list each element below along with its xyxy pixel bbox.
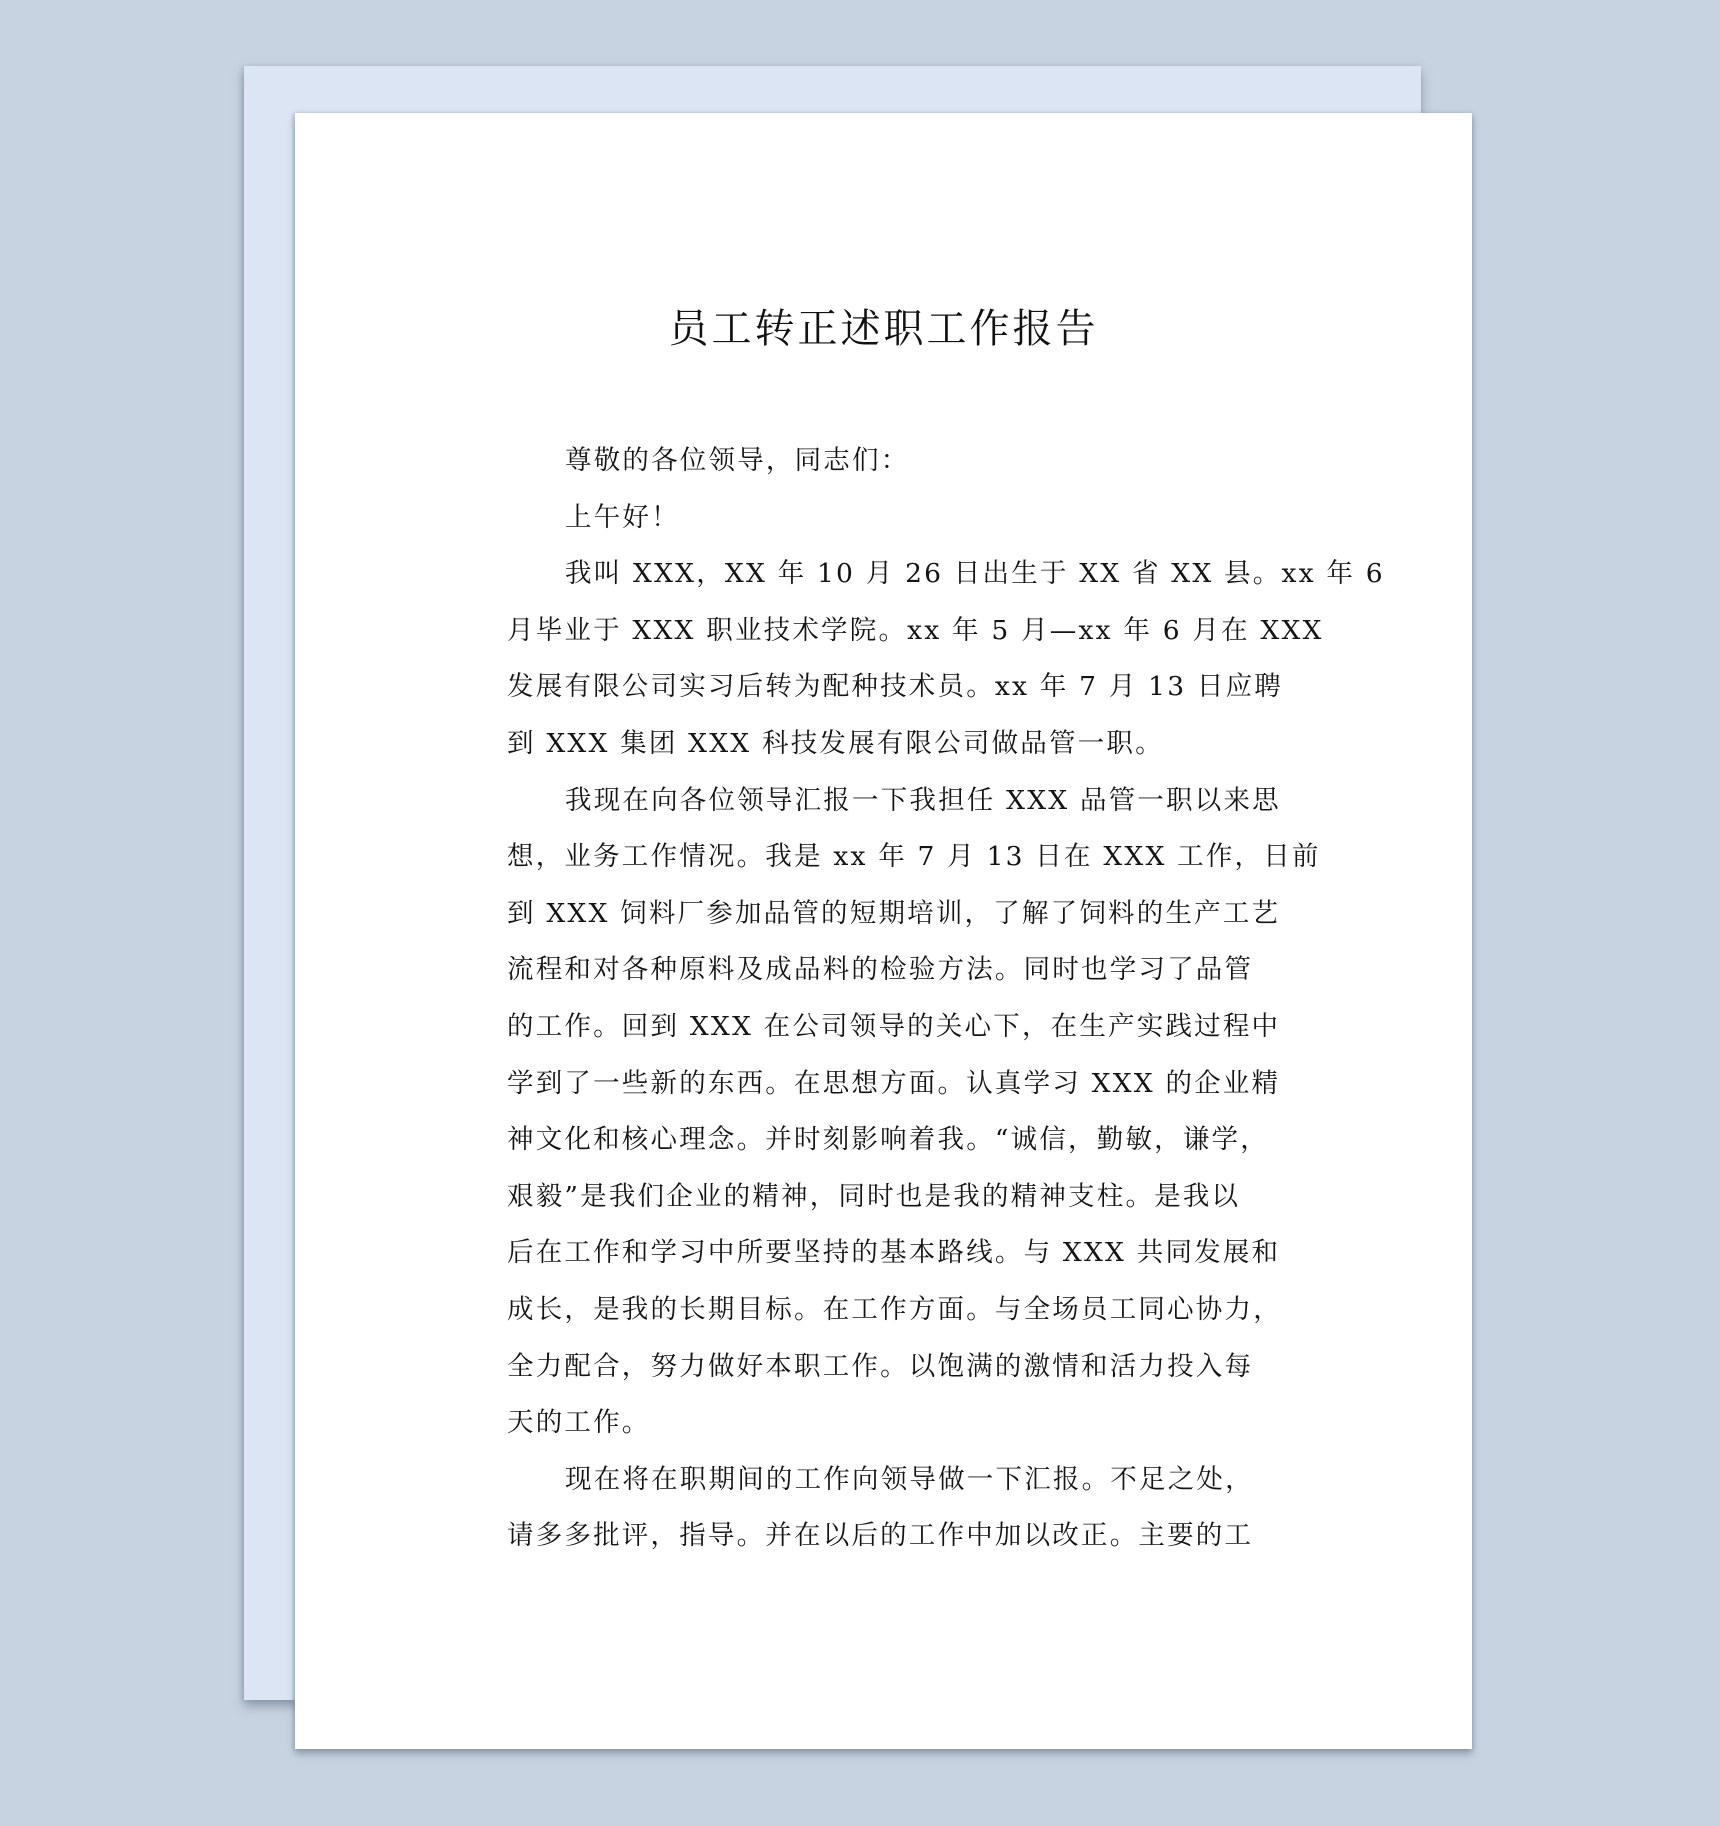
greeting-line: 上午好！ [565, 501, 680, 533]
paragraph-line: 月毕业于 XXX 职业技术学院。xx 年 5 月—xx 年 6 月在 XXX [507, 614, 1324, 646]
paragraph-line: 发展有限公司实习后转为配种技术员。xx 年 7 月 13 日应聘 [507, 671, 1283, 703]
paragraph-line: 请多多批评，指导。并在以后的工作中加以改正。主要的工 [507, 1520, 1254, 1552]
paragraph-line: 到 XXX 集团 XXX 科技发展有限公司做品管一职。 [507, 727, 1164, 759]
paragraph-line: 神文化和核心理念。并时刻影响着我。“诚信，勤敏，谦学， [507, 1124, 1269, 1156]
paragraph-line: 的工作。回到 XXX 在公司领导的关心下，在生产实践过程中 [507, 1010, 1281, 1042]
paragraph-line: 学到了一些新的东西。在思想方面。认真学习 XXX 的企业精 [507, 1067, 1281, 1099]
paragraph-line: 成长，是我的长期目标。在工作方面。与全场员工同心协力， [507, 1293, 1282, 1325]
paragraph-line: 流程和对各种原料及成品料的检验方法。同时也学习了品管 [507, 954, 1254, 986]
paragraph-line: 天的工作。 [507, 1407, 651, 1439]
paragraph-line: 想，业务工作情况。我是 xx 年 7 月 13 日在 XXX 工作，日前 [507, 841, 1321, 873]
document-body [507, 433, 1385, 1565]
paragraph-line: 我现在向各位领导汇报一下我担任 XXX 品管一职以来思 [565, 784, 1281, 816]
paragraph-line: 全力配合，努力做好本职工作。以饱满的激情和活力投入每 [507, 1350, 1254, 1382]
paragraph-line: 我叫 XXX，XX 年 10 月 26 日出生于 XX 省 XX 县。xx 年 6 [565, 558, 1385, 590]
paragraph-line: 艰毅”是我们企业的精神，同时也是我的精神支柱。是我以 [507, 1180, 1241, 1212]
document-title: 员工转正述职工作报告 [668, 306, 1099, 352]
document-page [295, 113, 1472, 1749]
paragraph-line: 后在工作和学习中所要坚持的基本路线。与 XXX 共同发展和 [507, 1237, 1281, 1269]
paragraph-line: 现在将在职期间的工作向领导做一下汇报。不足之处， [565, 1463, 1254, 1495]
salutation-line: 尊敬的各位领导，同志们： [565, 445, 910, 476]
paragraph-line: 到 XXX 饲料厂参加品管的短期培训，了解了饲料的生产工艺 [507, 897, 1281, 929]
